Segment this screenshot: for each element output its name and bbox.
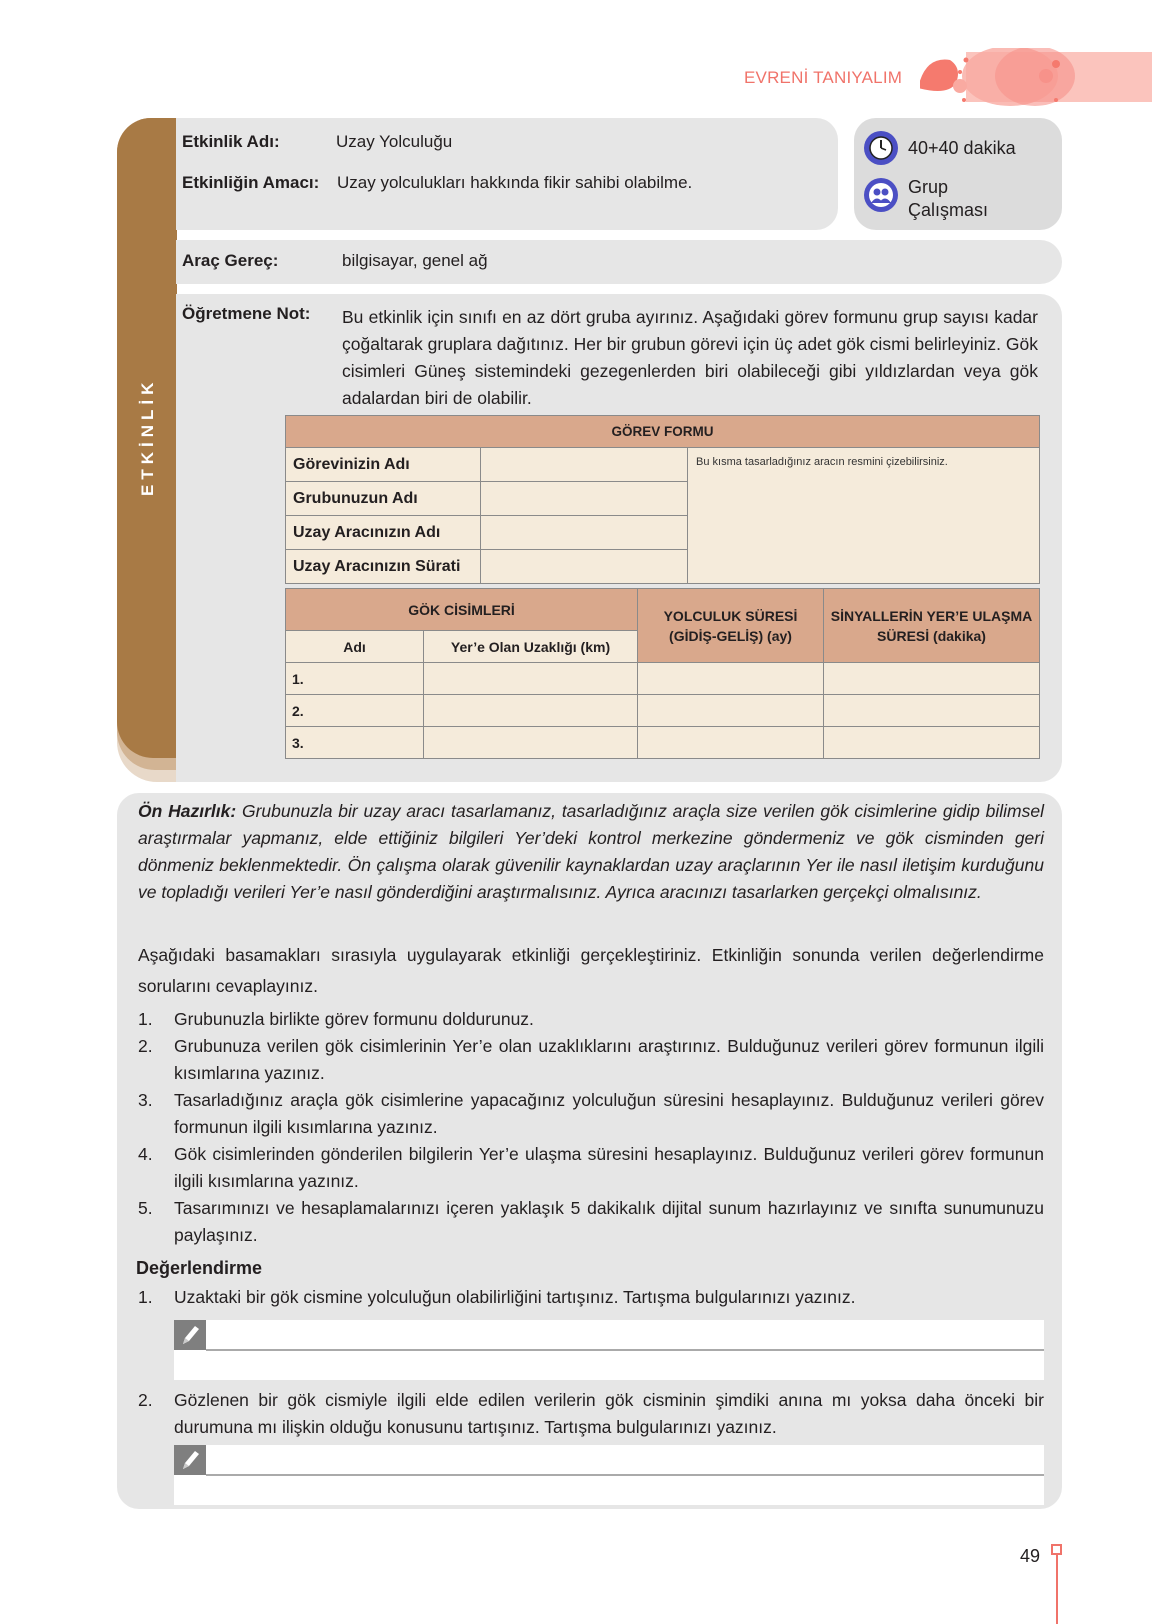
travel-cell[interactable] xyxy=(638,695,824,727)
step-text: Grubunuza verilen gök cisimlerinin Yer’e olan uzaklıklarını araştırınız. Bulduğunuz verileri görev formunun ilgili kısımlarına yazınız. xyxy=(174,1036,1044,1083)
step-number: 5. xyxy=(138,1198,153,1218)
group-text-line2: Çalışması xyxy=(908,200,989,220)
duration-row xyxy=(864,131,1016,165)
table-row xyxy=(286,695,1040,727)
task-form-row-label: Uzay Aracınızın Adı xyxy=(286,516,481,550)
signal-cell[interactable] xyxy=(824,695,1040,727)
section-title: EVRENİ TANIYALIM xyxy=(744,68,903,87)
answer-line xyxy=(206,1474,1044,1476)
materials-label: Araç Gereç: xyxy=(182,251,279,270)
evaluation-question-2 xyxy=(138,1387,1044,1441)
activity-purpose-value: Uzay yolculukları hakkında fikir sahibi olabilme. xyxy=(337,173,693,192)
distance-cell[interactable] xyxy=(424,695,638,727)
task-form-table xyxy=(285,415,1040,584)
teacher-note-label: Öğretmene Not: xyxy=(182,304,311,323)
group-row xyxy=(864,176,988,222)
materials-value: bilgisayar, genel ağ xyxy=(342,251,488,270)
row-number[interactable]: 2. xyxy=(286,695,424,727)
step-number: 4. xyxy=(138,1144,153,1164)
page-marker-line xyxy=(1056,1552,1058,1624)
question-number: 2. xyxy=(138,1390,153,1410)
group-text-line1: Grup xyxy=(908,177,949,197)
prep-label: Ön Hazırlık: xyxy=(138,801,237,821)
task-form-row-label: Uzay Aracınızın Sürati xyxy=(286,550,481,584)
list-item xyxy=(138,1387,1044,1441)
task-form-row-label: Grubunuzun Adı xyxy=(286,482,481,516)
distance-cell[interactable] xyxy=(424,663,638,695)
group-name-field[interactable] xyxy=(481,482,688,516)
prep-paragraph xyxy=(138,798,1044,906)
steps-list xyxy=(138,1006,1044,1249)
step-text: Gök cisimlerinden gönderilen bilgilerin Yer’e ulaşma süresini hesaplayınız. Bulduğunuz verileri görev formunun ilgili kısımlarına yazınız. xyxy=(174,1144,1044,1191)
distance-column-header: Yer’e Olan Uzaklığı (km) xyxy=(424,631,638,663)
celestial-bodies-table xyxy=(285,588,1040,759)
step-number: 2. xyxy=(138,1036,153,1056)
instructions-intro: Aşağıdaki basamakları sırasıyla uygulayarak etkinliği gerçekleştiriniz. Etkinliğin sonunda verilen değerlendirme sorularını cevaplayınız. xyxy=(138,945,1044,996)
task-form-title: GÖREV FORMU xyxy=(286,416,1040,448)
list-item xyxy=(138,1033,1044,1087)
activity-name-label: Etkinlik Adı: xyxy=(182,132,280,151)
vehicle-name-field[interactable] xyxy=(481,516,688,550)
question-text: Gözlenen bir gök cismiyle ilgili elde edilen verilerin gök cisminin şimdiki anına mı yoksa daha önceki bir durumuna mı ilişkin olduğu konusunu tartışınız. Tartışma bulgularınızı yazınız. xyxy=(174,1390,1044,1437)
table-row xyxy=(286,663,1040,695)
teacher-note-text: Bu etkinlik için sınıfı en az dört gruba ayırınız. Aşağıdaki görev formunu grup sayısı kadar çoğaltarak gruplara dağıtınız. Her bir grubun görevi için üç adet gök cismi belirleyiniz. Gök cisimleri Güneş sistemindeki gezegenlerden biri olabileceği gibi yıldızlardan veya gök adalardan biri de olabilir. xyxy=(342,307,1038,408)
step-text: Tasarladığınız araçla gök cisimlerine yapacağınız yolculuğun süresini hesaplayınız. Bulduğunuz verileri görev formunun ilgili kısımlarına yazınız. xyxy=(174,1090,1044,1137)
answer-line xyxy=(206,1349,1044,1351)
group-icon xyxy=(864,178,898,212)
list-item xyxy=(138,1141,1044,1195)
step-text: Grubunuzla birlikte görev formunu doldurunuz. xyxy=(174,1009,534,1029)
answer-box-2[interactable] xyxy=(174,1445,1044,1505)
signal-cell[interactable] xyxy=(824,663,1040,695)
drawing-hint: Bu kısma tasarladığınız aracın resmini çizebilirsiniz. xyxy=(696,456,948,468)
activity-tab-label: ETKİNLİK xyxy=(138,377,157,497)
evaluation-title: Değerlendirme xyxy=(136,1258,263,1278)
travel-cell[interactable] xyxy=(638,663,824,695)
step-number: 3. xyxy=(138,1090,153,1110)
activity-name-value: Uzay Yolculuğu xyxy=(336,132,453,151)
question-number: 1. xyxy=(138,1287,153,1307)
name-column-header: Adı xyxy=(286,631,424,663)
group-text xyxy=(908,176,988,222)
decorative-bubbles-icon xyxy=(920,48,1152,106)
page-number: 49 xyxy=(1020,1546,1041,1566)
distance-cell[interactable] xyxy=(424,727,638,759)
mission-name-field[interactable] xyxy=(481,448,688,482)
row-number[interactable]: 1. xyxy=(286,663,424,695)
pencil-icon xyxy=(174,1320,206,1350)
signal-cell[interactable] xyxy=(824,727,1040,759)
vehicle-speed-field[interactable] xyxy=(481,550,688,584)
vehicle-drawing-area[interactable] xyxy=(688,448,1040,584)
question-text: Uzaktaki bir gök cismine yolculuğun olabilirliğini tartışınız. Tartışma bulgularınızı yazınız. xyxy=(174,1287,856,1307)
evaluation-question-1 xyxy=(138,1284,1044,1311)
list-item xyxy=(138,1087,1044,1141)
table-row xyxy=(286,727,1040,759)
list-item xyxy=(138,1006,1044,1033)
clock-icon xyxy=(864,131,898,165)
list-item xyxy=(138,1195,1044,1249)
step-number: 1. xyxy=(138,1009,153,1029)
pencil-icon xyxy=(174,1445,206,1475)
row-number[interactable]: 3. xyxy=(286,727,424,759)
page-marker-square xyxy=(1051,1544,1062,1555)
travel-time-header: YOLCULUK SÜRESİ (GİDİŞ-GELİŞ) (ay) xyxy=(638,589,824,663)
step-text: Tasarımınızı ve hesaplamalarınızı içeren yaklaşık 5 dakikalık dijital sunum hazırlayınız ve sınıfta sunumunuzu paylaşınız. xyxy=(174,1198,1044,1245)
answer-box-1[interactable] xyxy=(174,1320,1044,1380)
list-item xyxy=(138,1284,1044,1311)
task-form-row-label: Görevinizin Adı xyxy=(286,448,481,482)
prep-text: Grubunuzla bir uzay aracı tasarlamanız, tasarladığınız araçla size verilen gök cisimlerine gidip bilimsel araştırmalar yapmanız, elde ettiğiniz bilgileri Yer’deki kontrol merkezine göndermeniz ve gök cisminden geri dönmeniz beklenmektedir. Ön çalışma olarak güvenilir kaynaklardan uzay araçlarının Yer ile nasıl iletişim kurduğunu ve topladığı verileri Yer’e nasıl gönderdiğini araştırmalısınız. Ayrıca aracınızı tasarlarken gerçekçi olmalısınız. xyxy=(138,801,1044,902)
activity-purpose-label: Etkinliğin Amacı: xyxy=(182,173,320,192)
signal-time-header: SİNYALLERİN YER’E ULAŞMA SÜRESİ (dakika) xyxy=(824,589,1040,663)
travel-cell[interactable] xyxy=(638,727,824,759)
materials-panel xyxy=(176,240,1062,284)
duration-text: 40+40 dakika xyxy=(908,137,1016,158)
bodies-group-header: GÖK CİSİMLERİ xyxy=(286,589,638,631)
